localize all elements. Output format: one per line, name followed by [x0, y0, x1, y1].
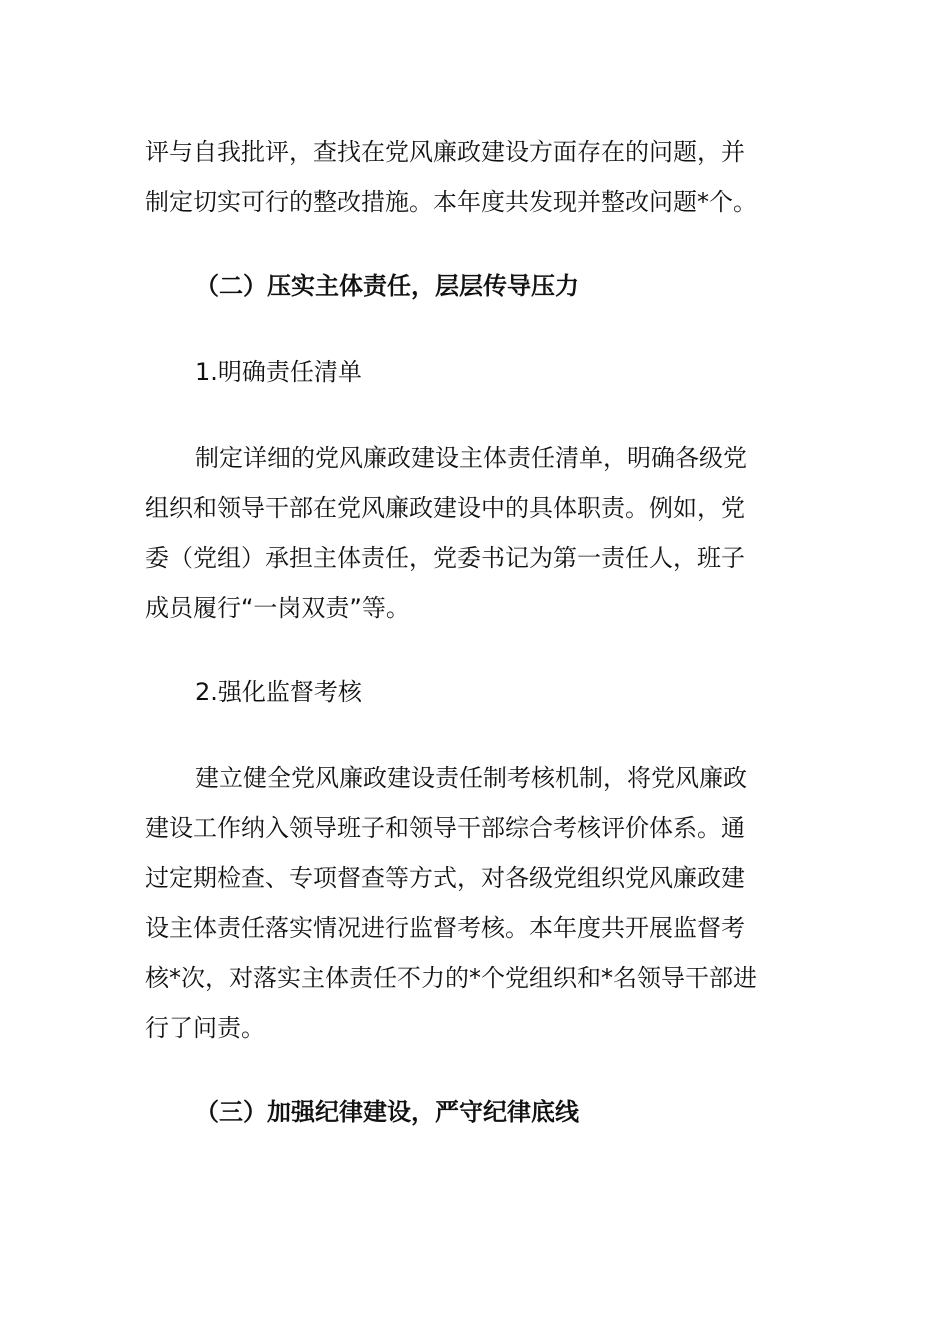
text-line: 评与自我批评，查找在党风廉政建设方面存在的问题，并	[145, 138, 745, 166]
text-line: 建设工作纳入领导班子和领导干部综合考核评价体系。通	[145, 814, 745, 842]
heading-text: （三）加强纪律建设，严守纪律底线	[195, 1098, 579, 1126]
text-line: 行了问责。	[145, 1014, 265, 1042]
paragraph-supervision	[145, 753, 805, 1053]
section-heading-2	[195, 261, 855, 311]
section-heading-3	[195, 1087, 855, 1137]
text-line: 组织和领导干部在党风廉政建设中的具体职责。例如，党	[145, 494, 745, 522]
subheading-1	[145, 347, 805, 397]
subheading-text: 1.明确责任清单	[195, 358, 362, 386]
subheading-2	[145, 667, 805, 717]
text-line: 制定切实可行的整改措施。本年度共发现并整改问题*个。	[145, 188, 757, 216]
paragraph-continued	[145, 127, 805, 227]
paragraph-responsibility-list	[145, 433, 805, 633]
heading-text: （二）压实主体责任，层层传导压力	[195, 272, 579, 300]
subheading-text: 2.强化监督考核	[195, 678, 362, 706]
text-line: 制定详细的党风廉政建设主体责任清单，明确各级党	[195, 444, 747, 472]
text-line: 过定期检查、专项督查等方式，对各级党组织党风廉政建	[145, 864, 745, 892]
text-line: 核*次，对落实主体责任不力的*个党组织和*名领导干部进	[145, 964, 757, 992]
text-line: 成员履行“一岗双责”等。	[145, 594, 410, 622]
text-line: 委（党组）承担主体责任，党委书记为第一责任人，班子	[145, 544, 745, 572]
text-line: 建立健全党风廉政建设责任制考核机制，将党风廉政	[195, 764, 747, 792]
text-line: 设主体责任落实情况进行监督考核。本年度共开展监督考	[145, 914, 745, 942]
